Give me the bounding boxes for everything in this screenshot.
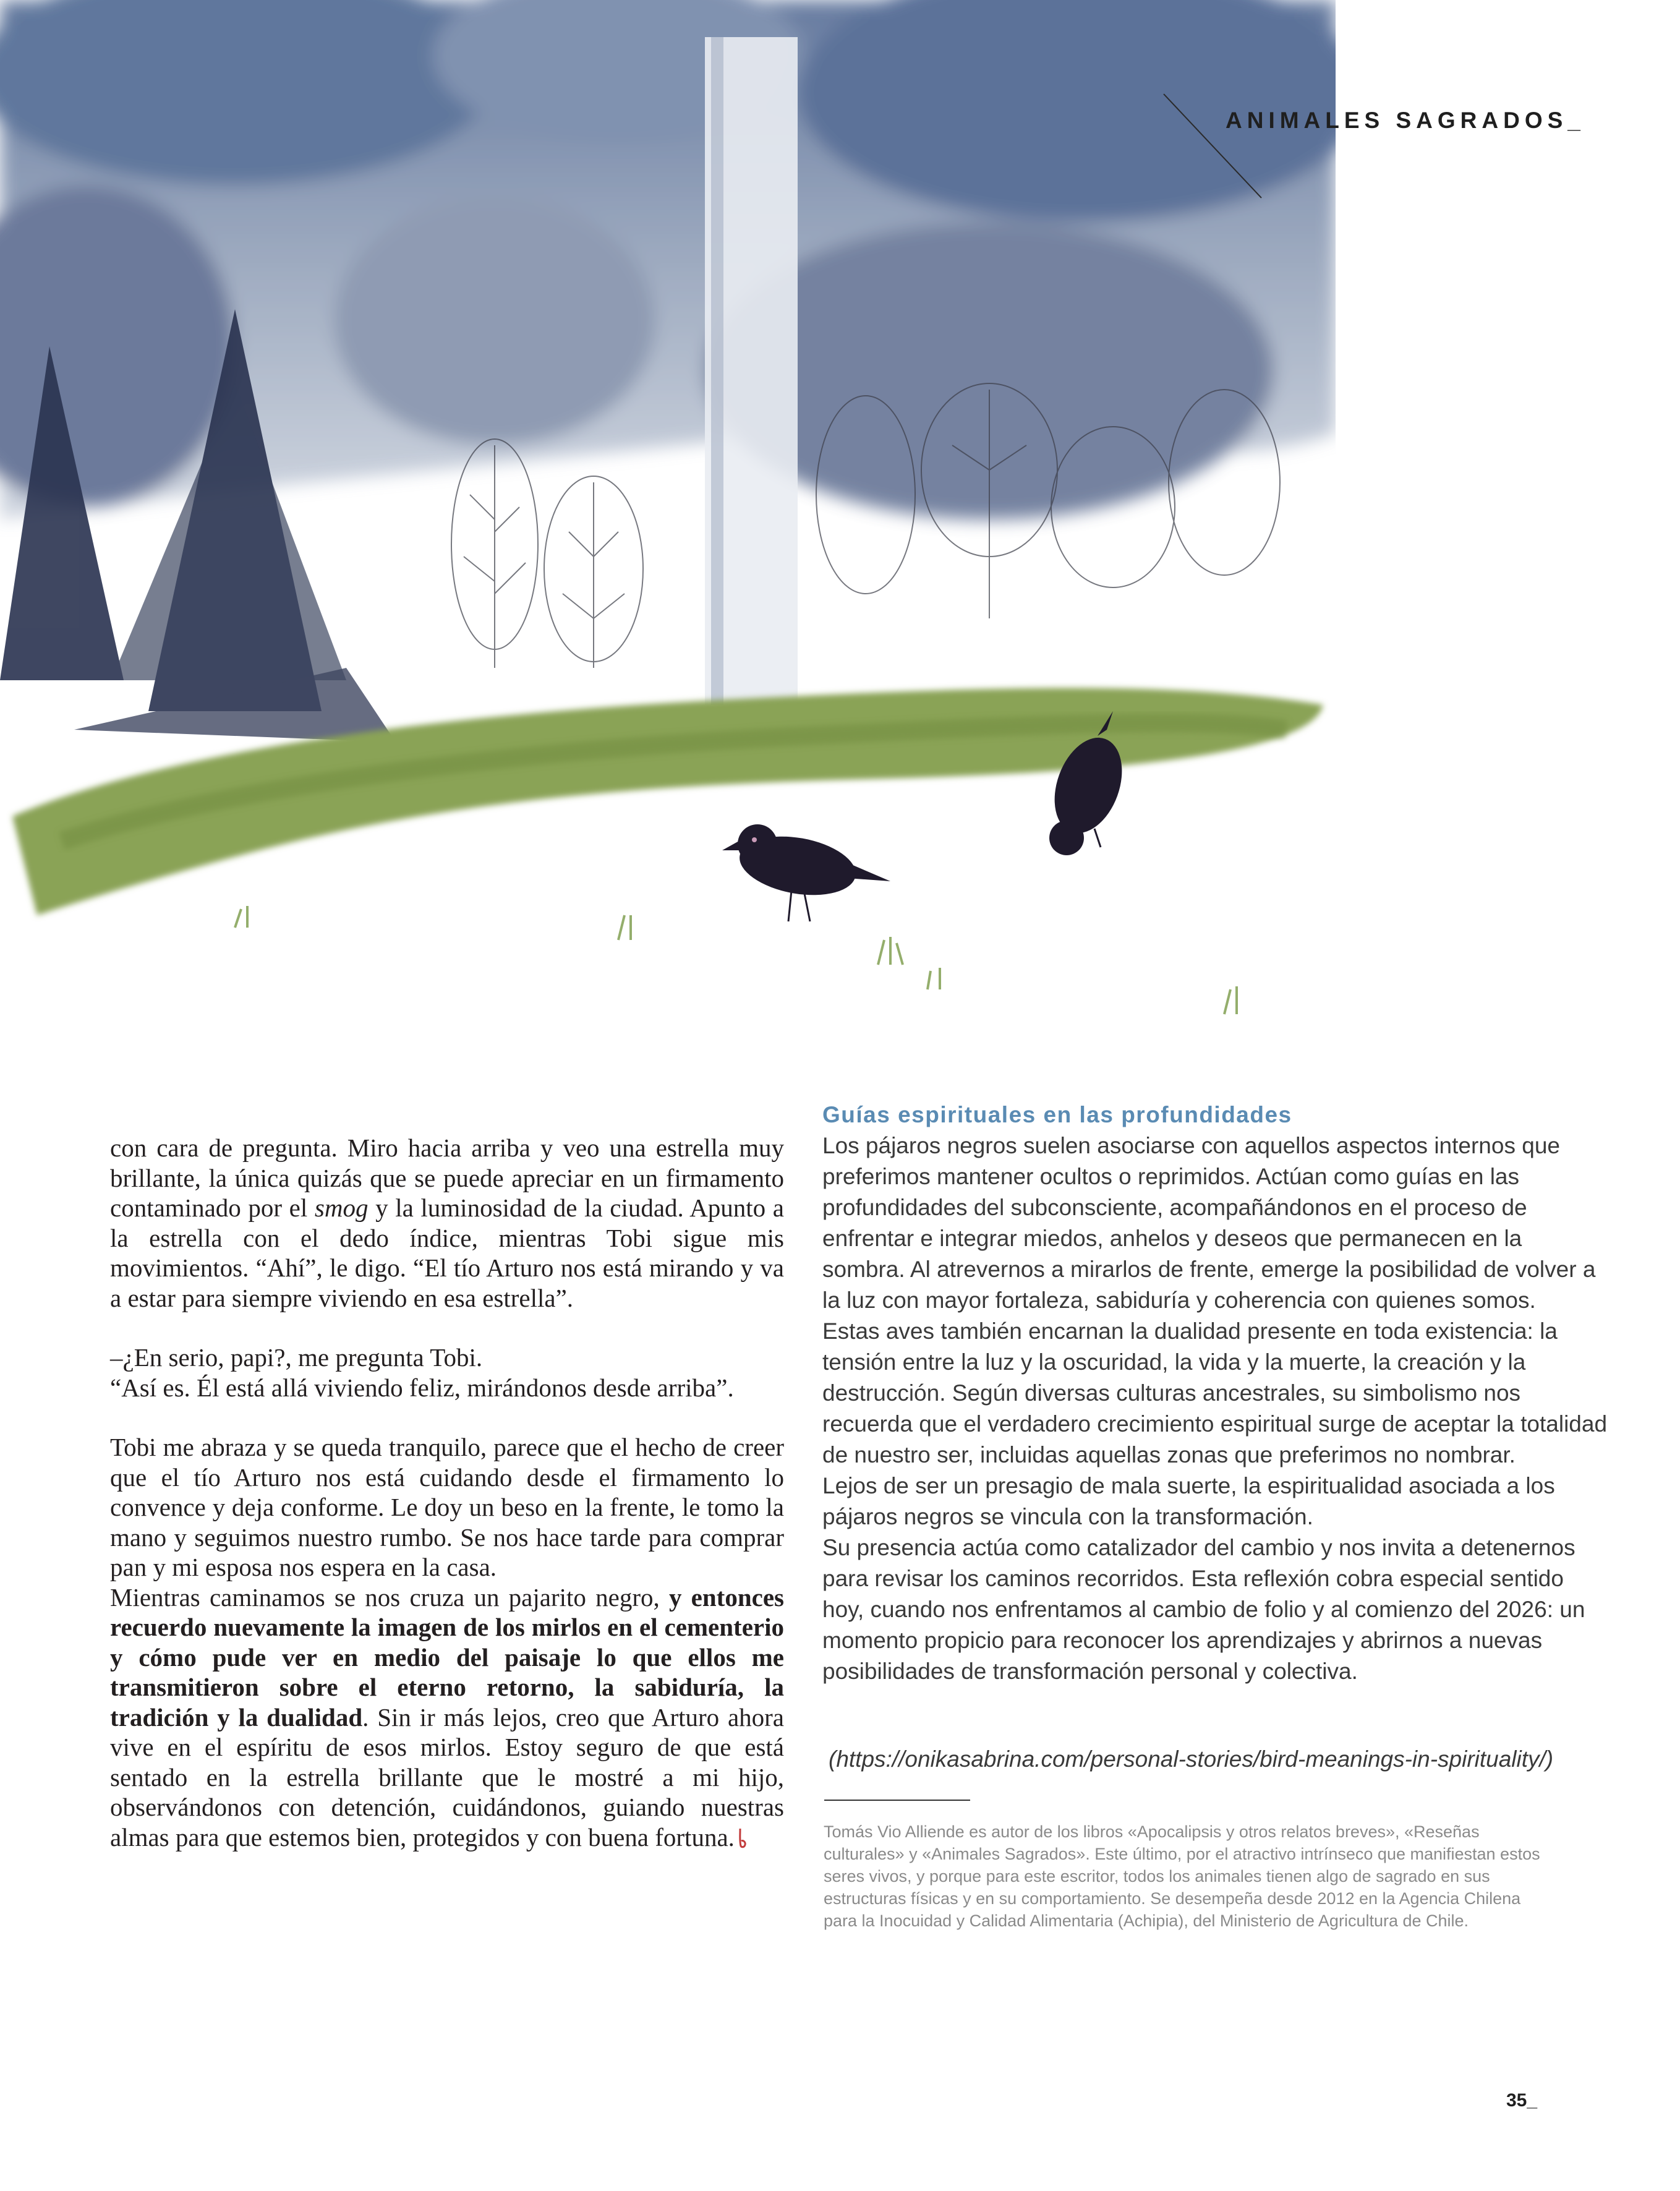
story-text: . Sin ir más lejos, creo que Arturo ahora vive en el espíritu de esos mirlos. Estoy seguro de que está sentado en la estrella brillante que le mostré a mi hijo, observándonos con detención, cuidándonos, guiando nuestras almas para que estemos bien, protegidos y con buena fortuna. — [110, 1702, 784, 1851]
author-bio: Tomás Vio Alliende es autor de los libros «Apocalipsis y otros relatos breves», «Reseñas culturales» y «Animales Sagrados». Este último, por el atractivo intrínseco que manifiestan estos seres vivos, y porque para este escritor, todos los animales tienen algo de sagrado en sus estructuras físicas y en su comportamiento. Se desempeña desde 2012 en la Agencia Chilena para la Inocuidad y Calidad Alimentaria (Achipia), del Ministerio de Agricultura de Chile. — [824, 1822, 1540, 1930]
sidebar-paragraph-4: Su presencia actúa como catalizador del cambio y nos invita a detenernos para revisar los caminos recorridos. Esta reflexión cobra especial sentido hoy, cuando nos enfrentamos al cambio de folio y al comienzo del 2026: un momento propicio para reconocer los aprendizajes y abrirnos a nuevas posibilidades de transformación personal y colectiva. — [822, 1535, 1585, 1684]
story-text: Mientras caminamos se nos cruza un pajarito negro, — [110, 1582, 669, 1612]
sidebar-paragraph-3: Lejos de ser un presagio de mala suerte, la espiritualidad asociada a los pájaros negros se vincula con la transformación. — [822, 1473, 1555, 1529]
story-paragraph-4 — [110, 1582, 784, 1853]
story-bold-text: y entonces recuerdo nuevamente la imagen de los mirlos en el cementerio y cómo pude ver en medio del paisaje lo que ellos me transmitieron sobre el eterno retorno, la sabiduría, la tradición y la dualidad — [110, 1582, 784, 1732]
footnote-divider — [824, 1800, 970, 1801]
story-text: con cara de pregunta. Miro hacia arriba y veo una estrella muy brillante, la única quizás que se puede apreciar en un firmamento contaminado por el — [110, 1134, 784, 1222]
story-text: y la luminosidad de la ciudad. Apunto a la estrella con el dedo índice, mientras Tobi sigue mis movimientos. “Ahí”, le digo. “El tío Arturo nos está mirando y va a estar para siempre viviendo en esa estrella”. — [110, 1194, 784, 1312]
sidebar-column — [822, 1100, 1609, 1687]
story-paragraph-1 — [110, 1133, 784, 1313]
section-title: ANIMALES SAGRADOS_ — [1226, 108, 1585, 133]
story-dialogue-line: “Así es. Él está allá viviendo feliz, mirándonos desde arriba”. — [110, 1373, 734, 1402]
story-paragraph-3: Tobi me abraza y se queda tranquilo, parece que el hecho de creer que el tío Arturo nos está cuidando desde el firmamento lo convence y deja conforme. Le doy un beso en la frente, le tomo la mano y seguimos nuestro rumbo. Se nos hace tarde para comprar pan y mi esposa nos espera en la casa. — [110, 1433, 784, 1581]
watercolor-forest-illustration — [0, 0, 1336, 1039]
end-of-article-icon — [738, 1827, 747, 1848]
story-dialogue-line: –¿En serio, papi?, me pregunta Tobi. — [110, 1343, 483, 1372]
sidebar-paragraph-1: Los pájaros negros suelen asociarse con aquellos aspectos internos que preferimos mantener ocultos o reprimidos. Actúan como guías en las profundidades del subconsciente, acompañándonos en el proceso de enfrentar e integrar miedos, anhelos y deseos que permanecen en la sombra. Al atrevernos a mirarlos de frente, emerge la posibilidad de volver a la luz con mayor fortaleza, sabiduría y coherencia con quienes somos. — [822, 1133, 1596, 1313]
sidebar-heading: Guías espirituales en las profundidades — [822, 1102, 1292, 1127]
page-number: 35_ — [1506, 2090, 1538, 2111]
source-link[interactable]: (https://onikasabrina.com/personal-stories/bird-meanings-in-spirituality/) — [829, 1746, 1554, 1772]
story-italic-text: smog — [314, 1194, 369, 1222]
story-column — [110, 1133, 784, 1852]
sidebar-paragraph-2: Estas aves también encarnan la dualidad presente en toda existencia: la tensión entre la luz y la oscuridad, la vida y la muerte, la creación y la destrucción. Según diversas culturas ancestrales, su simbolismo nos recuerda que el verdadero crecimiento espiritual surge de aceptar la totalidad de nuestro ser, incluidas aquellas zonas que preferimos no nombrar. — [822, 1318, 1608, 1467]
